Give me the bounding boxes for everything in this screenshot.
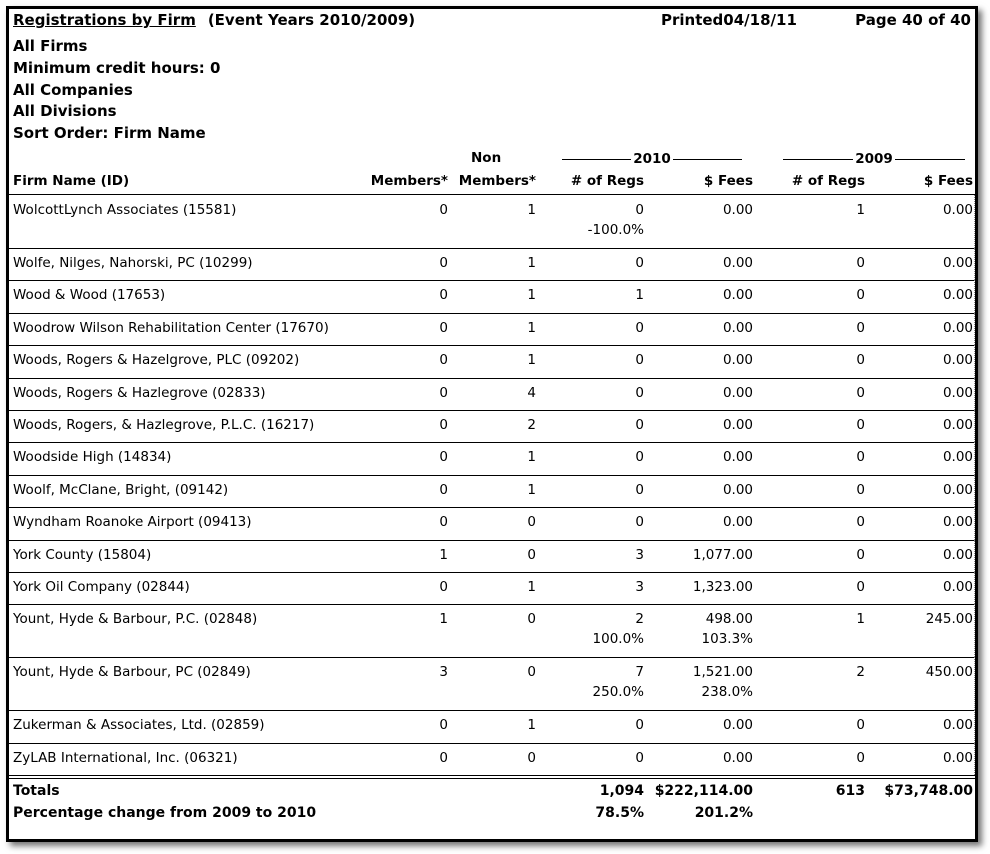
members-cell: 0 bbox=[439, 319, 448, 336]
regs-2010-cell: 0 bbox=[635, 514, 644, 531]
group-2009-line-right bbox=[895, 159, 965, 160]
event-years: (Event Years 2010/2009) bbox=[207, 11, 416, 29]
fees-2009-cell: 0.00 bbox=[942, 514, 973, 531]
non-members-cell: 2 bbox=[527, 417, 536, 433]
fees-2009-cell: 0.00 bbox=[942, 481, 973, 498]
table-row bbox=[9, 710, 975, 742]
pct-fees-cell: 238.0% bbox=[701, 684, 753, 701]
members-cell: 0 bbox=[439, 255, 448, 271]
fees-2009-cell: 0.00 bbox=[942, 255, 973, 271]
regs-2009-cell: 0 bbox=[856, 352, 865, 369]
totals-divider-top bbox=[9, 775, 975, 776]
row-edge-dotted bbox=[974, 657, 975, 710]
regs-2010-cell: 2 bbox=[635, 611, 644, 628]
row-edge-dotted bbox=[974, 442, 975, 474]
fees-2009-cell: 450.00 bbox=[925, 664, 973, 681]
table-row bbox=[9, 410, 975, 442]
non-members-cell: 0 bbox=[527, 514, 536, 531]
regs-2009-cell: 1 bbox=[856, 611, 865, 628]
group-2010-header bbox=[562, 151, 742, 167]
group-2009-header bbox=[783, 151, 965, 167]
row-edge-dotted bbox=[974, 710, 975, 742]
firm-name-cell: Woods, Rogers, & Hazlegrove, P.L.C. (16217) bbox=[13, 417, 315, 433]
group-2010-label: 2010 bbox=[633, 151, 671, 167]
firm-name-cell: Wolfe, Nilges, Nahorski, PC (10299) bbox=[13, 255, 253, 271]
table-row bbox=[9, 248, 975, 280]
regs-2010-cell: 0 bbox=[635, 255, 644, 271]
non-members-cell: 1 bbox=[527, 287, 536, 304]
row-edge-dotted bbox=[974, 195, 975, 248]
firm-name-cell: Woods, Rogers & Hazelgrove, PLC (09202) bbox=[13, 352, 300, 369]
regs-2010-cell: 0 bbox=[635, 449, 644, 466]
regs-2009-cell: 2 bbox=[856, 664, 865, 681]
fees-2010-cell: 0.00 bbox=[722, 352, 753, 369]
regs-2010-cell: 0 bbox=[635, 481, 644, 498]
members-cell: 0 bbox=[439, 449, 448, 466]
fees-2010-cell: 1,077.00 bbox=[692, 546, 753, 563]
members-cell: 0 bbox=[439, 514, 448, 531]
regs-2009-cell: 0 bbox=[856, 319, 865, 336]
filter-firms: All Firms bbox=[13, 37, 88, 55]
table-row bbox=[9, 442, 975, 474]
fees-2009-cell: 0.00 bbox=[942, 417, 973, 433]
pct-change-label: Percentage change from 2009 to 2010 bbox=[13, 805, 317, 821]
fees-2009-cell: 0.00 bbox=[942, 319, 973, 336]
report-page bbox=[9, 9, 975, 839]
fees-2009-cell: 0.00 bbox=[942, 352, 973, 369]
pct-change-fees: 201.2% bbox=[694, 805, 753, 821]
members-cell: 0 bbox=[439, 579, 448, 595]
non-members-cell: 1 bbox=[527, 579, 536, 595]
totals-divider-bottom bbox=[9, 778, 975, 779]
regs-2009-cell: 0 bbox=[856, 514, 865, 531]
printed-date-value: 04/18/11 bbox=[723, 11, 797, 29]
non-members-cell: 4 bbox=[527, 384, 536, 401]
firm-name-cell: ZyLAB International, Inc. (06321) bbox=[13, 749, 238, 766]
row-edge-dotted bbox=[974, 743, 975, 775]
table-row bbox=[9, 604, 975, 657]
fees-2010-cell: 0.00 bbox=[722, 287, 753, 304]
regs-2010-cell: 0 bbox=[635, 352, 644, 369]
fees-2009-cell: 0.00 bbox=[942, 287, 973, 304]
col-members: Members* bbox=[370, 173, 448, 189]
fees-2010-cell: 0.00 bbox=[722, 514, 753, 531]
regs-2010-cell: 1 bbox=[635, 287, 644, 304]
non-members-cell: 0 bbox=[527, 611, 536, 628]
row-edge-dotted bbox=[974, 475, 975, 507]
row-edge-dotted bbox=[974, 572, 975, 604]
members-cell: 0 bbox=[439, 352, 448, 369]
table-row bbox=[9, 345, 975, 377]
regs-2009-cell: 0 bbox=[856, 481, 865, 498]
group-2010-line-right bbox=[673, 159, 742, 160]
col-regs-2009: # of Regs bbox=[791, 173, 865, 189]
firm-name-cell: WolcottLynch Associates (15581) bbox=[13, 202, 237, 218]
members-cell: 0 bbox=[439, 287, 448, 304]
regs-2010-cell: 7 bbox=[635, 664, 644, 681]
table-row bbox=[9, 540, 975, 572]
members-cell: 0 bbox=[439, 481, 448, 498]
members-cell: 0 bbox=[439, 202, 448, 218]
fees-2010-cell: 0.00 bbox=[722, 749, 753, 766]
row-edge-dotted bbox=[974, 540, 975, 572]
fees-2009-cell: 0.00 bbox=[942, 449, 973, 466]
table-row bbox=[9, 280, 975, 312]
regs-2009-cell: 0 bbox=[856, 546, 865, 563]
pct-change-regs: 78.5% bbox=[595, 805, 644, 821]
totals-regs-2010: 1,094 bbox=[599, 783, 644, 799]
table-row bbox=[9, 572, 975, 604]
firm-name-cell: Yount, Hyde & Barbour, PC (02849) bbox=[13, 664, 251, 681]
fees-2009-cell: 0.00 bbox=[942, 579, 973, 595]
fees-2009-cell: 0.00 bbox=[942, 717, 973, 734]
row-edge-dotted bbox=[974, 313, 975, 345]
non-members-cell: 0 bbox=[527, 546, 536, 563]
non-members-cell: 1 bbox=[527, 255, 536, 271]
regs-2009-cell: 0 bbox=[856, 384, 865, 401]
fees-2010-cell: 0.00 bbox=[722, 255, 753, 271]
non-members-cell: 1 bbox=[527, 449, 536, 466]
fees-2009-cell: 0.00 bbox=[942, 546, 973, 563]
members-cell: 0 bbox=[439, 717, 448, 734]
regs-2010-cell: 0 bbox=[635, 749, 644, 766]
row-edge-dotted bbox=[974, 378, 975, 410]
firm-name-cell: Wood & Wood (17653) bbox=[13, 287, 166, 304]
filter-divisions: All Divisions bbox=[13, 102, 117, 120]
filter-companies: All Companies bbox=[13, 81, 133, 99]
col-fees-2009: $ Fees bbox=[923, 173, 973, 189]
pct-regs-cell: -100.0% bbox=[587, 222, 644, 238]
fees-2009-cell: 0.00 bbox=[942, 749, 973, 766]
regs-2009-cell: 0 bbox=[856, 287, 865, 304]
totals-regs-2009: 613 bbox=[835, 783, 865, 799]
report-title-text: Registrations by Firm bbox=[13, 11, 196, 29]
fees-2009-cell: 245.00 bbox=[925, 611, 973, 628]
fees-2010-cell: 0.00 bbox=[722, 449, 753, 466]
table-row bbox=[9, 657, 975, 710]
table-row bbox=[9, 475, 975, 507]
pct-fees-cell: 103.3% bbox=[701, 631, 753, 648]
fees-2010-cell: 0.00 bbox=[722, 319, 753, 336]
report-frame bbox=[6, 6, 978, 842]
fees-2010-cell: 498.00 bbox=[705, 611, 753, 628]
table-row bbox=[9, 743, 975, 775]
regs-2010-cell: 0 bbox=[635, 417, 644, 433]
row-edge-dotted bbox=[974, 345, 975, 377]
totals-fees-2009: $73,748.00 bbox=[884, 783, 973, 799]
non-members-cell: 1 bbox=[527, 352, 536, 369]
regs-2009-cell: 0 bbox=[856, 449, 865, 466]
non-members-cell: 0 bbox=[527, 749, 536, 766]
non-members-cell: 1 bbox=[527, 481, 536, 498]
fees-2009-cell: 0.00 bbox=[942, 202, 973, 218]
printed-label: Printed bbox=[661, 11, 724, 29]
non-members-cell: 1 bbox=[527, 319, 536, 336]
regs-2010-cell: 0 bbox=[635, 717, 644, 734]
col-regs-2010: # of Regs bbox=[570, 173, 644, 189]
regs-2010-cell: 0 bbox=[635, 319, 644, 336]
members-cell: 0 bbox=[439, 384, 448, 401]
table-row bbox=[9, 313, 975, 345]
members-cell: 1 bbox=[439, 611, 448, 628]
members-cell: 1 bbox=[439, 546, 448, 563]
group-2009-line-left bbox=[783, 159, 853, 160]
row-edge-dotted bbox=[974, 248, 975, 280]
firm-name-cell: Woolf, McClane, Bright, (09142) bbox=[13, 481, 229, 498]
col-fees-2010: $ Fees bbox=[703, 173, 753, 189]
col-firm-name: Firm Name (ID) bbox=[13, 173, 130, 189]
fees-2010-cell: 0.00 bbox=[722, 384, 753, 401]
firm-name-cell: Zukerman & Associates, Ltd. (02859) bbox=[13, 717, 265, 734]
filter-sort-order: Sort Order: Firm Name bbox=[13, 124, 206, 142]
regs-2009-cell: 0 bbox=[856, 417, 865, 433]
regs-2009-cell: 0 bbox=[856, 579, 865, 595]
table-row bbox=[9, 378, 975, 410]
page-number: Page 40 of 40 bbox=[855, 11, 971, 29]
table-row bbox=[9, 507, 975, 539]
firm-name-cell: Wyndham Roanoke Airport (09413) bbox=[13, 514, 252, 531]
members-cell: 0 bbox=[439, 749, 448, 766]
fees-2009-cell: 0.00 bbox=[942, 384, 973, 401]
row-edge-dotted bbox=[974, 280, 975, 312]
regs-2009-cell: 0 bbox=[856, 717, 865, 734]
firm-name-cell: Woods, Rogers & Hazlegrove (02833) bbox=[13, 384, 266, 401]
totals-fees-2010: $222,114.00 bbox=[654, 783, 753, 799]
col-non-members: Members* bbox=[458, 173, 536, 189]
group-2010-line-left bbox=[562, 159, 631, 160]
regs-2009-cell: 1 bbox=[856, 202, 865, 218]
firm-name-cell: Woodside High (14834) bbox=[13, 449, 172, 466]
table-row bbox=[9, 195, 975, 248]
non-members-cell: 1 bbox=[527, 202, 536, 218]
firm-name-cell: Woodrow Wilson Rehabilitation Center (17670) bbox=[13, 319, 329, 336]
pct-regs-cell: 250.0% bbox=[592, 684, 644, 701]
regs-2009-cell: 0 bbox=[856, 749, 865, 766]
row-edge-dotted bbox=[974, 410, 975, 442]
fees-2010-cell: 0.00 bbox=[722, 417, 753, 433]
row-edge-dotted bbox=[974, 507, 975, 539]
regs-2010-cell: 3 bbox=[635, 546, 644, 563]
non-members-cell: 0 bbox=[527, 664, 536, 681]
fees-2010-cell: 0.00 bbox=[722, 481, 753, 498]
row-edge-dotted bbox=[974, 604, 975, 657]
members-cell: 3 bbox=[439, 664, 448, 681]
firm-name-cell: York County (15804) bbox=[13, 546, 152, 563]
firm-name-cell: Yount, Hyde & Barbour, P.C. (02848) bbox=[13, 611, 258, 628]
col-non-top: Non bbox=[471, 150, 502, 166]
group-2009-label: 2009 bbox=[855, 151, 893, 167]
members-cell: 0 bbox=[439, 417, 448, 433]
regs-2010-cell: 3 bbox=[635, 579, 644, 595]
pct-regs-cell: 100.0% bbox=[592, 631, 644, 648]
filter-credit-hours: Minimum credit hours: 0 bbox=[13, 59, 221, 77]
fees-2010-cell: 0.00 bbox=[722, 717, 753, 734]
regs-2010-cell: 0 bbox=[635, 384, 644, 401]
fees-2010-cell: 1,521.00 bbox=[692, 664, 753, 681]
fees-2010-cell: 1,323.00 bbox=[692, 579, 753, 595]
regs-2009-cell: 0 bbox=[856, 255, 865, 271]
totals-label: Totals bbox=[13, 783, 60, 799]
report-title bbox=[13, 11, 415, 29]
non-members-cell: 1 bbox=[527, 717, 536, 734]
printed-date bbox=[661, 11, 797, 29]
regs-2010-cell: 0 bbox=[635, 202, 644, 218]
firm-name-cell: York Oil Company (02844) bbox=[13, 579, 190, 595]
fees-2010-cell: 0.00 bbox=[722, 202, 753, 218]
